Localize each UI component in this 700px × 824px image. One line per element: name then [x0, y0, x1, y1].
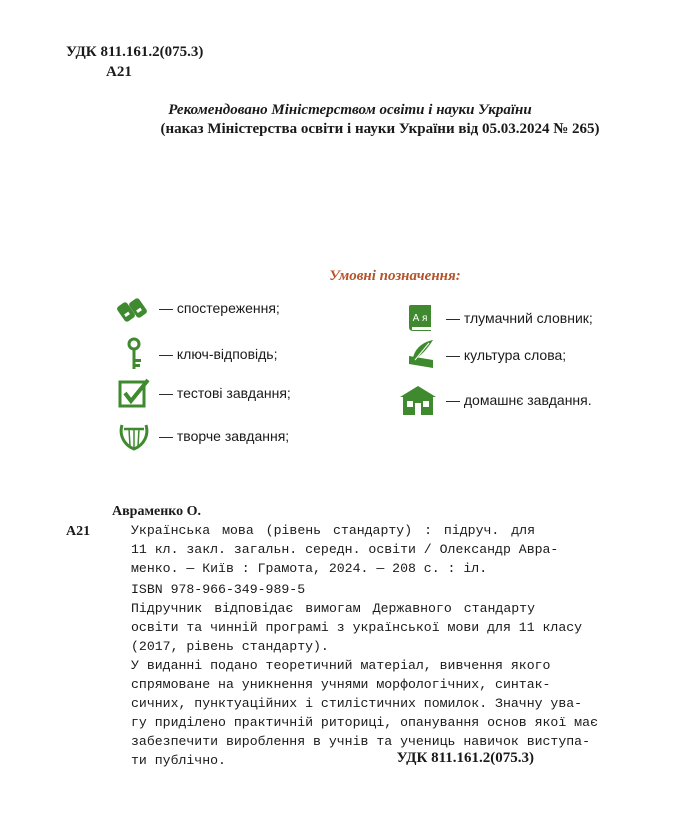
legend-item-homework: [396, 382, 592, 418]
legend-item-observation: [115, 290, 280, 326]
legend-label: — домашнє завдання.: [446, 392, 592, 408]
bib-desc-line: 11 кл. закл. загальн. середн. освіти / Олександр Авра-: [131, 542, 559, 557]
legend-label: — ключ-відповідь;: [159, 346, 278, 362]
legend-label: — тестові завдання;: [159, 385, 291, 401]
recommendation-line-1: Рекомендовано Міністерством освіти і науки України: [168, 102, 532, 118]
udk-code-bottom: УДК 811.161.2(075.3): [396, 750, 534, 766]
para-line: забезпечити вироблення в учнів та учениць навичок виступа-: [131, 734, 590, 749]
house-icon: [396, 382, 440, 418]
para-line: ти публічно.: [131, 753, 226, 768]
quill-book-icon: [402, 337, 440, 373]
author-sign-top: А21: [106, 64, 132, 80]
para-line: освіти та чинній програмі з української мови для 11 класу: [131, 620, 583, 635]
legend-item-key: [115, 336, 277, 372]
para-line: Підручник відповідає вимогам Державного стандарту: [131, 601, 535, 616]
recommendation-line-2: (наказ Міністерства освіти і науки України від 05.03.2024 № 265): [160, 121, 600, 137]
legend-label: — культура слова;: [446, 347, 567, 363]
para-line: сичних, пунктуаційних і стилістичних помилок. Значну ува-: [131, 696, 583, 711]
legend-item-creative: [115, 418, 289, 454]
para-line: (2017, рівень стандарту).: [131, 639, 329, 654]
isbn: ISBN 978-966-349-989-5: [131, 582, 306, 597]
legend-title: Умовні позначення:: [329, 268, 461, 284]
legend-label: — тлумачний словник;: [446, 310, 593, 326]
para-line: спрямоване на уникнення учнями морфологічних, синтак-: [131, 677, 551, 692]
key-icon: [115, 336, 153, 372]
legend-item-speech-culture: [402, 337, 566, 373]
para-line: У виданні подано теоретичний матеріал, вивчення якого: [131, 658, 551, 673]
bib-desc-line: Українська мова (рівень стандарту) : підруч. для: [131, 523, 535, 538]
lyre-icon: [115, 418, 153, 454]
binoculars-icon: [115, 290, 153, 326]
legend-label: — творче завдання;: [159, 428, 290, 444]
bib-author-sign: А21: [66, 524, 91, 539]
udk-code-top: УДК 811.161.2(075.3): [66, 44, 204, 60]
bib-description: [131, 521, 559, 578]
bib-author: Авраменко О.: [112, 504, 202, 519]
checkbox-icon: [115, 375, 153, 411]
legend-item-tests: [115, 375, 291, 411]
annotation-paragraph-1: [131, 599, 583, 656]
para-line: гу приділено практичній риториці, опанування основ якої має: [131, 715, 598, 730]
bib-desc-line: менко. — Київ : Грамота, 2024. — 208 с. : іл.: [131, 561, 488, 576]
legend-item-dictionary: [402, 300, 593, 336]
legend-label: — спостереження;: [159, 300, 280, 316]
dictionary-icon: [402, 300, 440, 336]
svg-text:А я: А я: [412, 313, 428, 324]
